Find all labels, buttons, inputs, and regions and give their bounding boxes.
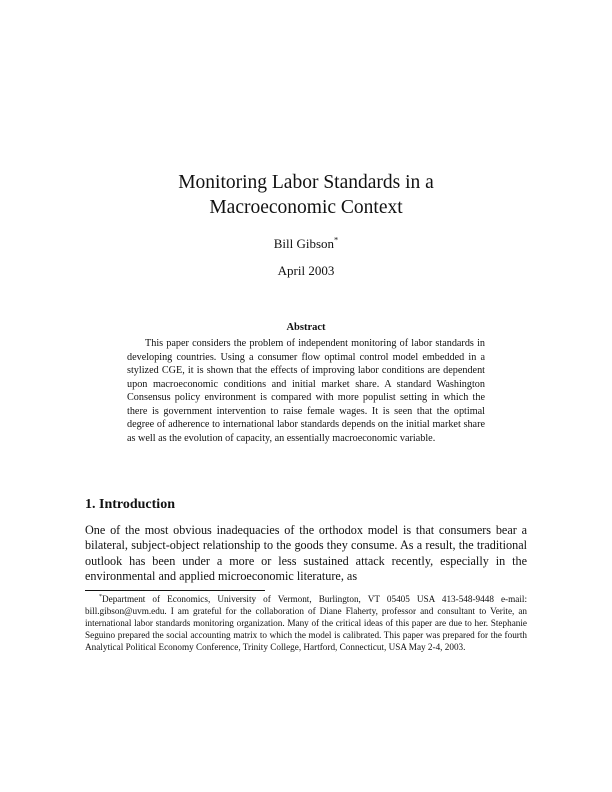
title-line-1: Monitoring Labor Standards in a [178, 172, 434, 193]
author-footnote-mark: * [334, 234, 339, 245]
paper-title [0, 170, 612, 220]
footnote [85, 593, 527, 653]
section-heading [85, 497, 175, 513]
author-name: Bill Gibson [273, 236, 335, 251]
body-paragraph: One of the most obvious inadequacies of the orthodox model is that consumers bear a bilateral, subject-object relationship to the goods they consume. As a result, the traditional outlook has been under a more or less sustained attack recently, especially in the environmental and applied microeconomic literature, as [85, 523, 527, 583]
date: April 2003 [277, 263, 335, 278]
footnote-mark: * [99, 593, 102, 600]
title-line-2: Macroeconomic Context [209, 197, 403, 218]
section-number: 1. [85, 497, 96, 512]
abstract-heading: Abstract [286, 322, 326, 333]
section-title: Introduction [99, 497, 175, 512]
footnote-text: Department of Economics, University of Vermont, Burlington, VT 05405 USA 413-548-9448 e-mail: bill.gibson@uvm.edu. I am grateful for the collaboration of Diane Flaherty, professor and consultant to Verite, an international labor standards monitoring organization. Many of the critical ideas of this paper are due to her. Stephanie Seguino prepared the social accounting matrix to which the model is calibrated. This paper was prepared for the fourth Analytical Political Economy Conference, Trinity College, Hartford, Connecticut, USA May 2-4, 2003. [85, 594, 527, 652]
footnote-rule [85, 590, 265, 591]
section-body [85, 523, 527, 584]
abstract-text: This paper considers the problem of independent monitoring of labor standards in developing countries. Using a consumer flow optimal control model embedded in a stylized CGE, it is shown that the effects of improving labor conditions are dependent upon macroeconomic conditions and initial market share. A standard Washington Consensus policy environment is compared with more populist setting in which the there is government intervention to raise female wages. It is seen that the optimal degree of adherence to international labor standards depends on the initial market share as well as the evolution of capacity, an essentially macroeconomic variable. [127, 338, 485, 444]
abstract [127, 337, 485, 445]
author [0, 236, 612, 252]
